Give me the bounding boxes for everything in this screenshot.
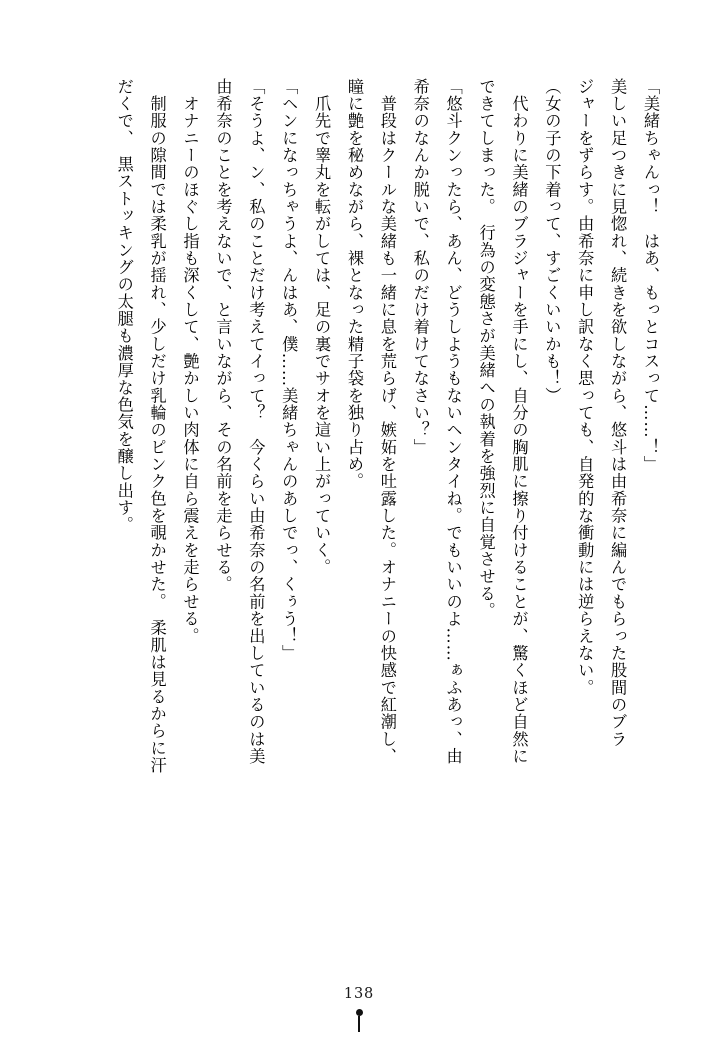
body-line: 普段はクールな美緒も一緒に息を荒らげ、嫉妬を吐露した。オナニーの快感で紅潮し、 — [377, 78, 397, 765]
body-line: 瞳に艶を秘めながら、裸となった精子袋を独り占め。 — [344, 78, 364, 491]
body-line: 希奈のなんか脱いで、私のだけ着けてなさい？」 — [410, 78, 430, 456]
body-line: 美しい足つきに見惚れ、続きを欲しながら、悠斗は由希奈に編んでもらった股間のブラ — [608, 78, 628, 748]
page-number: 138 — [343, 986, 375, 1002]
body-line: （女の子の下着って、すごくいいかも！） — [542, 78, 562, 405]
body-line: 制服の隙間では柔乳が揺れ、少しだけ乳輪のピンク色を覗かせた。 柔肌は見るからに汗 — [147, 78, 167, 774]
body-line: 由希奈のことを考えないで、と言いながら、その名前を走らせる。 — [213, 78, 233, 594]
body-line: 「そうよ、ン、私のことだけ考えてイって？ 今くらい由希奈の名前を出しているのは美 — [246, 78, 266, 765]
vertical-text-body — [52, 78, 666, 958]
body-line: 爪先で睾丸を転がしては、足の裏でサオを這い上がっていく。 — [312, 78, 332, 576]
body-line: だくで、 黒ストッキングの太腿も濃厚な色気を醸し出す。 — [114, 78, 134, 534]
body-line: 「美緒ちゃんっ！ はあ、もっとコスって……！」 — [641, 78, 660, 473]
circle-ornament-icon — [356, 1009, 363, 1016]
stem-ornament-icon — [358, 1016, 360, 1032]
body-line: 代わりに美緒のブラジャーを手にし、自分の胸肌に擦り付けることが、驚くほど自然に — [509, 78, 529, 765]
body-line: 「悠斗クンったら、あん、どうしようもないヘンタイね。でもいいのよ……ぁふあっ、由 — [443, 78, 463, 765]
body-line: オナニーのほぐし指も深くして、艶かしい肉体に自ら震えを走らせる。 — [180, 78, 200, 645]
body-line: できてしまった。 行為の変態さが美緒への執着を強烈に自覚させる。 — [476, 78, 496, 620]
page-footer — [0, 986, 718, 1032]
body-line: ジャーをずらす。由希奈に申し訳なく思っても、自発的な衝動には逆らえない。 — [575, 78, 595, 697]
body-line: 「ヘンになっちゃうよ、んはあ、僕……美緒ちゃんのあしでっ、くぅう！」 — [279, 78, 299, 662]
